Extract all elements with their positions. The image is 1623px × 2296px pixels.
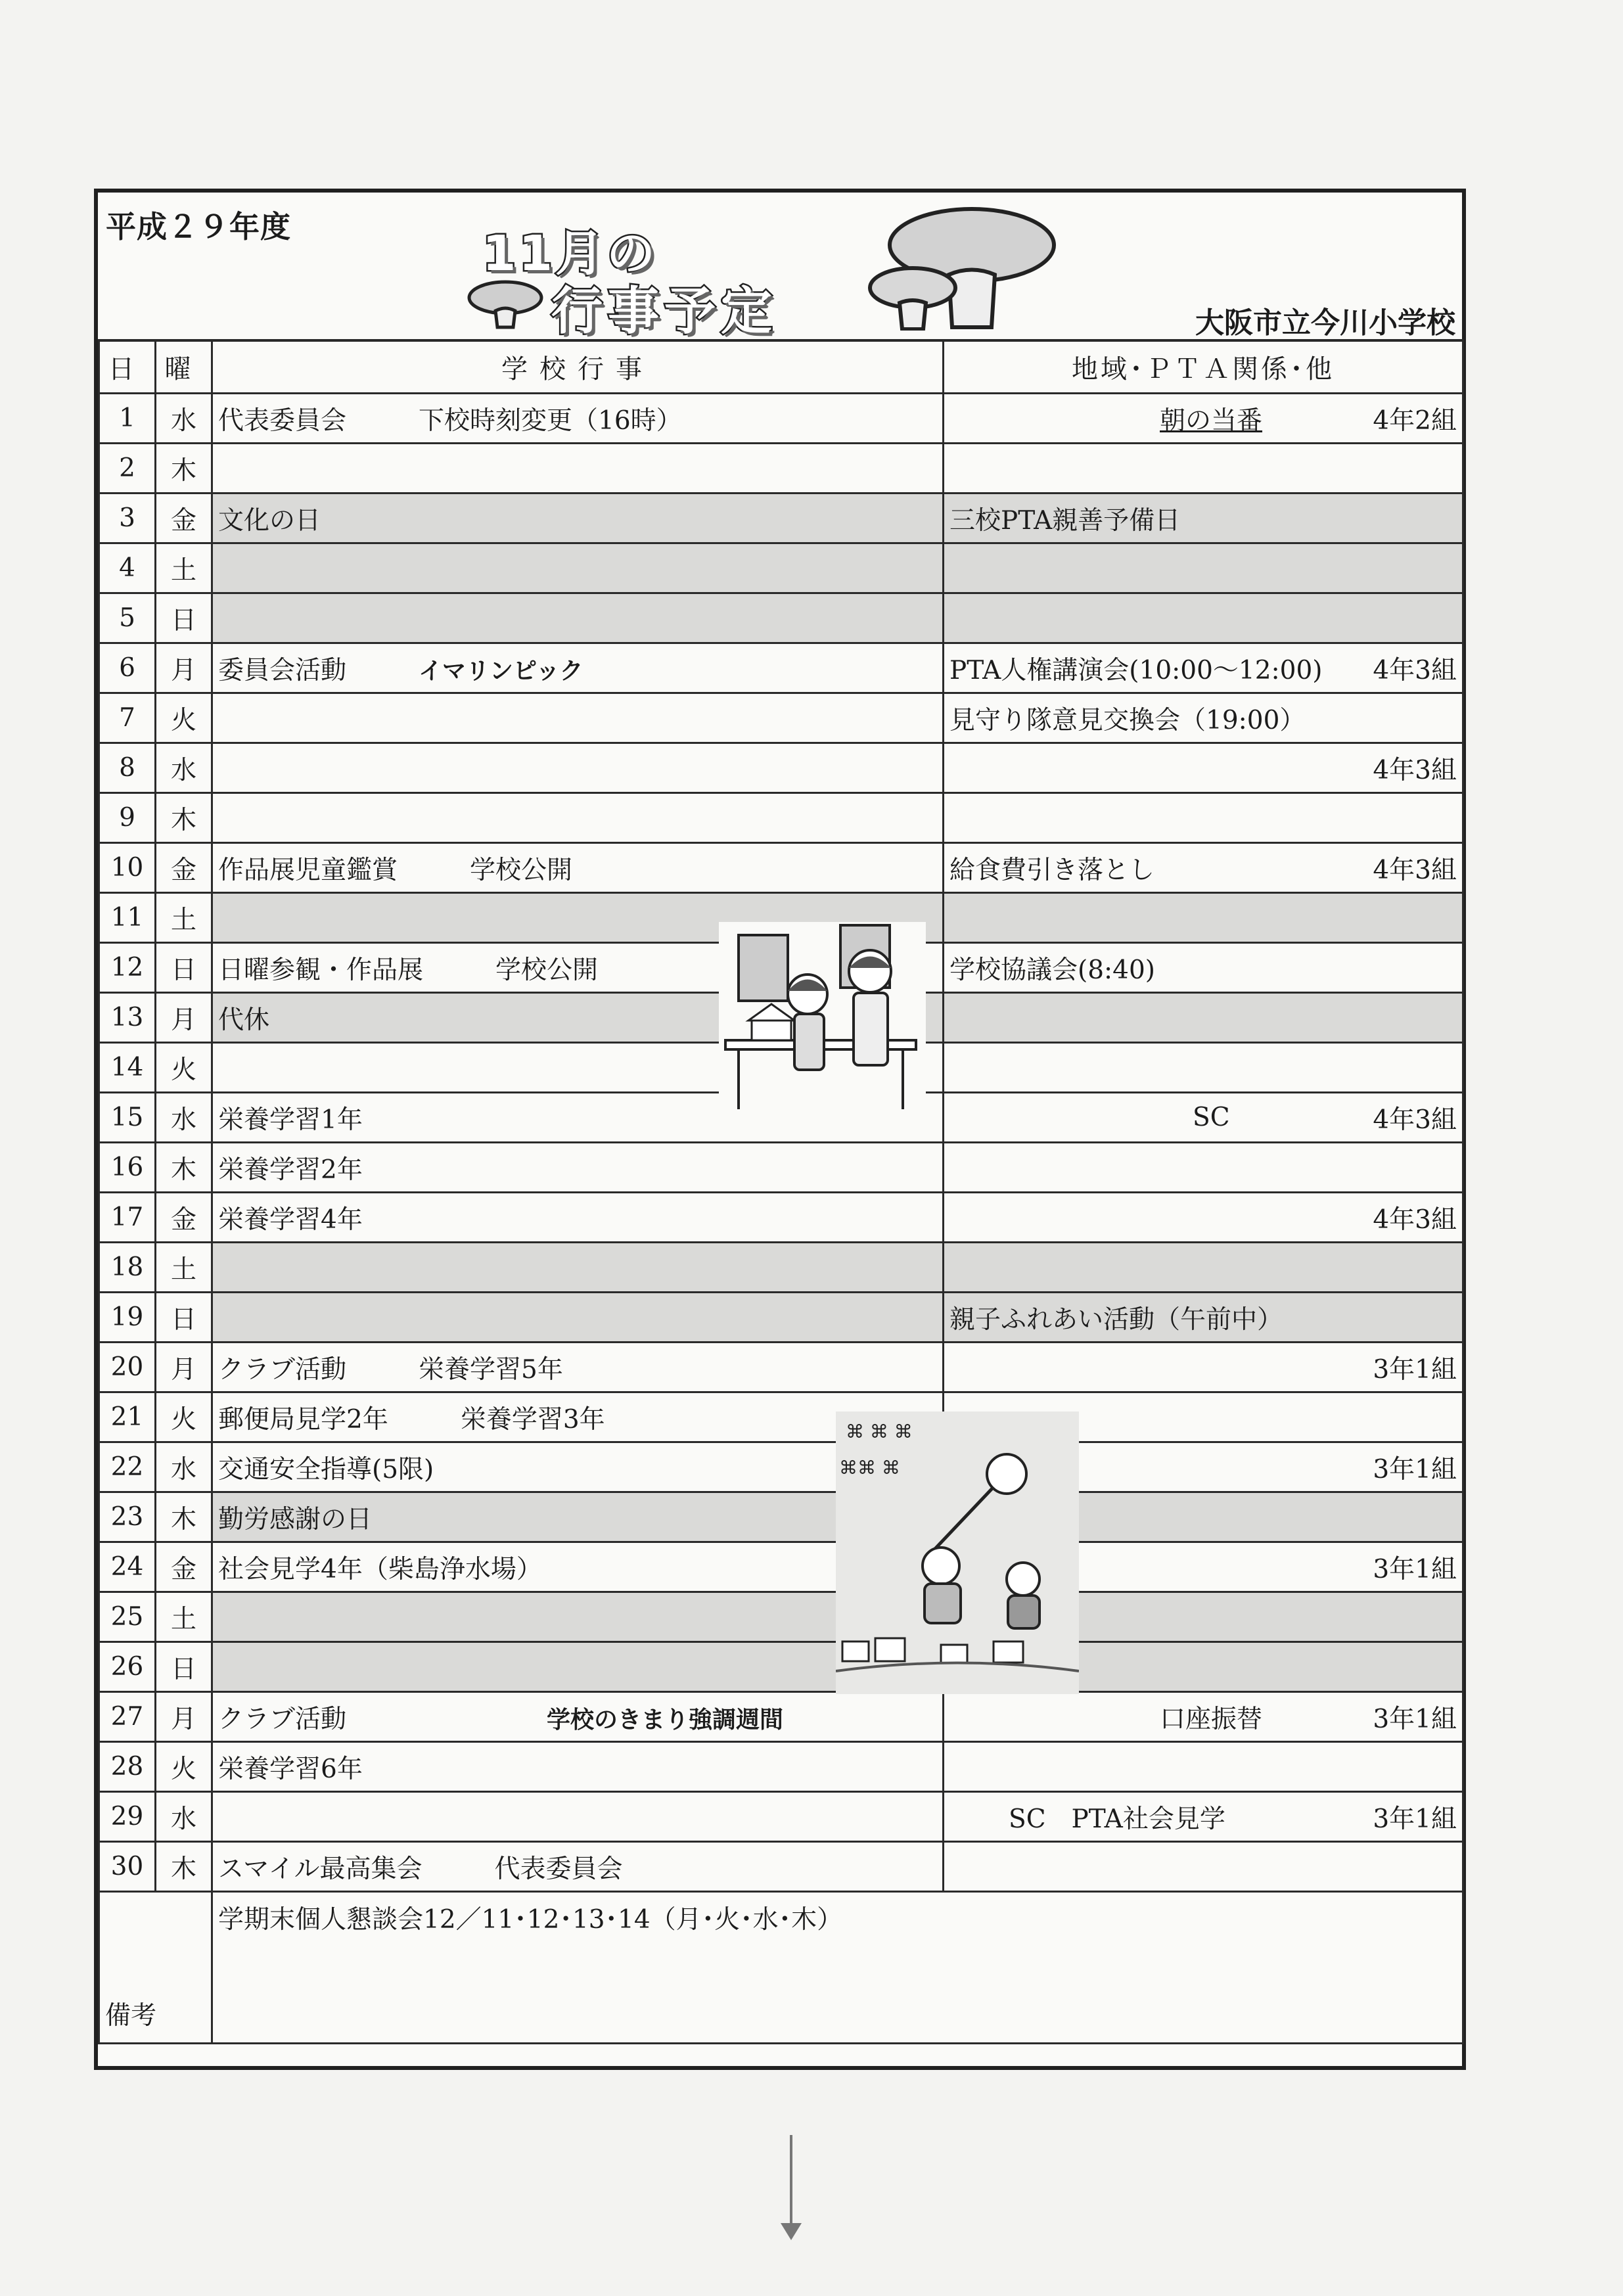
school-event: 委員会活動: [218, 655, 347, 685]
day-number: 6: [99, 643, 156, 693]
notes-label: 備考: [99, 1892, 212, 2044]
school-event: クラブ活動: [218, 1704, 347, 1734]
day-number: 21: [99, 1392, 156, 1442]
day-number: 30: [99, 1842, 156, 1892]
table-row: [99, 1592, 1463, 1642]
table-row: [99, 444, 1463, 494]
community-cell: [944, 643, 1463, 693]
community-cell: [944, 993, 1463, 1043]
community-cell: [944, 1193, 1463, 1243]
weekday: 月: [156, 643, 212, 693]
weekday: 火: [156, 1043, 212, 1093]
school-event: 代休: [218, 1005, 270, 1035]
day-number: 15: [99, 1093, 156, 1143]
day-number: 11: [99, 893, 156, 943]
community-cell: [944, 1343, 1463, 1392]
community-cell: [944, 893, 1463, 943]
school-events: [212, 793, 944, 843]
community-cell: [944, 1792, 1463, 1842]
week-span-arrow: [790, 2135, 792, 2230]
table-row: [99, 1143, 1463, 1193]
day-number: 8: [99, 743, 156, 793]
school-event: 栄養学習1年: [218, 1105, 363, 1135]
weekday: 木: [156, 1143, 212, 1193]
community-cell: [944, 1093, 1463, 1143]
school-event: 学校のきまり強調週間: [547, 1706, 784, 1733]
table-row: [99, 1542, 1463, 1592]
community-cell: [944, 843, 1463, 893]
weekday: 火: [156, 1392, 212, 1442]
weekday: 木: [156, 1842, 212, 1892]
school-events: [212, 1592, 944, 1642]
school-event: イマリンピック: [419, 657, 583, 685]
weekday: 土: [156, 1243, 212, 1293]
weekday: 水: [156, 1792, 212, 1842]
school-event: 栄養学習4年: [218, 1205, 363, 1235]
schedule-frame: [94, 189, 1466, 2070]
weekday: 日: [156, 1642, 212, 1692]
duty-class: 4年3組: [1373, 1205, 1457, 1235]
day-number: 16: [99, 1143, 156, 1193]
day-number: 27: [99, 1692, 156, 1742]
day-number: 2: [99, 444, 156, 494]
weekday: 土: [156, 543, 212, 593]
school-events: [212, 1293, 944, 1343]
day-number: 13: [99, 993, 156, 1043]
col-weekday: 曜: [156, 340, 212, 394]
school-events: [212, 1392, 944, 1442]
community-cell: [944, 444, 1463, 494]
school-events: [212, 1742, 944, 1792]
table-row: [99, 1642, 1463, 1692]
school-events: [212, 743, 944, 793]
school-events: [212, 1193, 944, 1243]
school-event: スマイル最高集会: [218, 1854, 423, 1884]
weekday: 月: [156, 1692, 212, 1742]
duty-class: 4年3組: [1373, 755, 1457, 785]
duty-class: 4年3組: [1373, 1105, 1457, 1135]
school-event: 日曜参観・作品展: [218, 955, 424, 985]
school-events: [212, 1542, 944, 1592]
weekday: 金: [156, 1193, 212, 1243]
table-row: [99, 1392, 1463, 1442]
community-event: 親子ふれあい活動（午前中）: [949, 1304, 1283, 1335]
school-events: [212, 1842, 944, 1892]
table-row: [99, 394, 1463, 444]
school-event: 栄養学習6年: [218, 1754, 363, 1784]
school-events: [212, 843, 944, 893]
duty-class: 4年3組: [1373, 655, 1457, 685]
table-row: [99, 1243, 1463, 1293]
weekday: 木: [156, 793, 212, 843]
community-cell: [944, 1742, 1463, 1792]
school-events: [212, 1442, 944, 1492]
weekday: 火: [156, 693, 212, 743]
day-number: 14: [99, 1043, 156, 1093]
title-events: 行事予定: [551, 282, 778, 341]
fiscal-year: 平成２９年度: [106, 209, 291, 244]
weekday: 月: [156, 993, 212, 1043]
day-number: 4: [99, 543, 156, 593]
day-number: 1: [99, 394, 156, 444]
community-cell: [944, 1143, 1463, 1193]
duty-class: 3年1組: [1373, 1704, 1457, 1734]
duty-class: 3年1組: [1373, 1354, 1457, 1385]
day-number: 3: [99, 494, 156, 543]
community-cell: [944, 494, 1463, 543]
community-cell: [944, 943, 1463, 993]
notes-text: 学期末個人懇談会12／11･12･13･14（月･火･水･木）: [212, 1892, 1463, 2044]
table-row: [99, 693, 1463, 743]
community-event: SC: [1193, 1103, 1230, 1132]
community-event: SC PTA社会見学: [1009, 1804, 1225, 1834]
school-name: 大阪市立今川小学校: [1195, 306, 1455, 340]
day-number: 9: [99, 793, 156, 843]
weekday: 日: [156, 593, 212, 643]
community-event: 学校協議会(8:40): [949, 955, 1156, 985]
school-events: [212, 494, 944, 543]
school-events: [212, 643, 944, 693]
school-event: 作品展児童鑑賞: [218, 855, 398, 885]
school-event: 栄養学習2年: [218, 1155, 363, 1185]
col-school-events: 学校行事: [212, 340, 944, 394]
school-event: 栄養学習5年: [419, 1354, 563, 1385]
community-event: PTA人権講演会(10:00～12:00): [949, 655, 1323, 685]
table-header-row: [99, 340, 1463, 394]
weekday: 水: [156, 1093, 212, 1143]
header: [98, 193, 1462, 342]
school-event: 学校公開: [470, 855, 573, 885]
school-event: 代表委員会: [494, 1854, 623, 1884]
duty-class: 4年2組: [1373, 405, 1457, 436]
community-event: 朝の当番: [1160, 405, 1263, 436]
table-row: [99, 1442, 1463, 1492]
school-events: [212, 1143, 944, 1193]
community-cell: [944, 743, 1463, 793]
community-cell: [944, 394, 1463, 444]
table-row: [99, 743, 1463, 793]
community-event: 口座振替: [1160, 1704, 1263, 1734]
school-event: 社会見学4年（柴島浄水場）: [218, 1554, 542, 1584]
table-row: [99, 1842, 1463, 1892]
table-row: [99, 793, 1463, 843]
day-number: 18: [99, 1243, 156, 1293]
duty-class: 3年1組: [1373, 1554, 1457, 1584]
school-event: 栄養学習3年: [460, 1404, 605, 1435]
arrow-head-icon: [781, 2223, 802, 2240]
day-number: 10: [99, 843, 156, 893]
school-events: [212, 1343, 944, 1392]
school-event: 郵便局見学2年: [218, 1404, 388, 1435]
weekday: 水: [156, 394, 212, 444]
day-number: 24: [99, 1542, 156, 1592]
school-event: クラブ活動: [218, 1354, 347, 1385]
school-event: 下校時刻変更（16時）: [419, 405, 682, 436]
day-number: 7: [99, 693, 156, 743]
table-row: [99, 1193, 1463, 1243]
school-events: [212, 543, 944, 593]
community-cell: [944, 593, 1463, 643]
table-row: [99, 643, 1463, 693]
community-event: 見守り隊意見交換会（19:00）: [949, 705, 1306, 735]
day-number: 20: [99, 1343, 156, 1392]
col-community: 地域･ＰＴＡ関係･他: [944, 340, 1463, 394]
community-event: 給食費引き落とし: [949, 855, 1155, 885]
weekday: 金: [156, 494, 212, 543]
community-cell: [944, 1692, 1463, 1742]
community-cell: [944, 1243, 1463, 1293]
schedule-table: [98, 339, 1464, 2044]
weekday: 水: [156, 1442, 212, 1492]
weekday: 木: [156, 444, 212, 494]
community-cell: [944, 693, 1463, 743]
day-number: 17: [99, 1193, 156, 1243]
day-number: 5: [99, 593, 156, 643]
svg-text:⌘ ⌘ ⌘: ⌘ ⌘ ⌘: [846, 1421, 913, 1442]
table-row: [99, 1343, 1463, 1392]
col-day: 日: [99, 340, 156, 394]
community-cell: [944, 793, 1463, 843]
day-number: 26: [99, 1642, 156, 1692]
weekday: 火: [156, 1742, 212, 1792]
day-number: 25: [99, 1592, 156, 1642]
weekday: 木: [156, 1492, 212, 1542]
table-row: [99, 1293, 1463, 1343]
table-row: [99, 843, 1463, 893]
day-number: 23: [99, 1492, 156, 1542]
notes-row: [99, 1892, 1463, 2044]
table-row: [99, 1492, 1463, 1542]
mushroom-icon: [466, 278, 545, 331]
svg-text:⌘⌘ ⌘: ⌘⌘ ⌘: [839, 1457, 900, 1479]
weekday: 土: [156, 1592, 212, 1642]
day-number: 12: [99, 943, 156, 993]
community-cell: [944, 1293, 1463, 1343]
school-event: 代表委員会: [218, 405, 347, 436]
day-number: 28: [99, 1742, 156, 1792]
community-cell: [944, 543, 1463, 593]
duty-class: 3年1組: [1373, 1804, 1457, 1834]
school-events: [212, 444, 944, 494]
children-catching-butterflies-illustration: [836, 1412, 1079, 1694]
community-cell: [944, 1043, 1463, 1093]
table-row: [99, 593, 1463, 643]
school-events: [212, 1492, 944, 1542]
weekday: 金: [156, 843, 212, 893]
weekday: 日: [156, 1293, 212, 1343]
school-events: [212, 1243, 944, 1293]
children-classroom-illustration: [719, 922, 926, 1113]
duty-class: 4年3組: [1373, 855, 1457, 885]
weekday: 水: [156, 743, 212, 793]
table-row: [99, 1792, 1463, 1842]
duty-class: 3年1組: [1373, 1454, 1457, 1484]
mushroom-icon: [860, 206, 1057, 331]
weekday: 金: [156, 1542, 212, 1592]
weekday: 日: [156, 943, 212, 993]
weekday: 土: [156, 893, 212, 943]
school-events: [212, 1792, 944, 1842]
weekday: 月: [156, 1343, 212, 1392]
school-events: [212, 1692, 944, 1742]
title-month: 11月の: [482, 225, 658, 282]
day-number: 22: [99, 1442, 156, 1492]
table-row: [99, 1692, 1463, 1742]
day-number: 29: [99, 1792, 156, 1842]
table-row: [99, 1742, 1463, 1792]
table-row: [99, 494, 1463, 543]
table-row: [99, 543, 1463, 593]
school-event: 文化の日: [218, 505, 321, 536]
school-event: 勤労感謝の日: [218, 1504, 373, 1534]
school-events: [212, 394, 944, 444]
school-event: 交通安全指導(5限): [218, 1454, 434, 1484]
community-event: 三校PTA親善予備日: [949, 505, 1181, 536]
day-number: 19: [99, 1293, 156, 1343]
school-events: [212, 1642, 944, 1692]
community-cell: [944, 1842, 1463, 1892]
school-events: [212, 593, 944, 643]
school-events: [212, 693, 944, 743]
school-event: 学校公開: [495, 955, 599, 985]
